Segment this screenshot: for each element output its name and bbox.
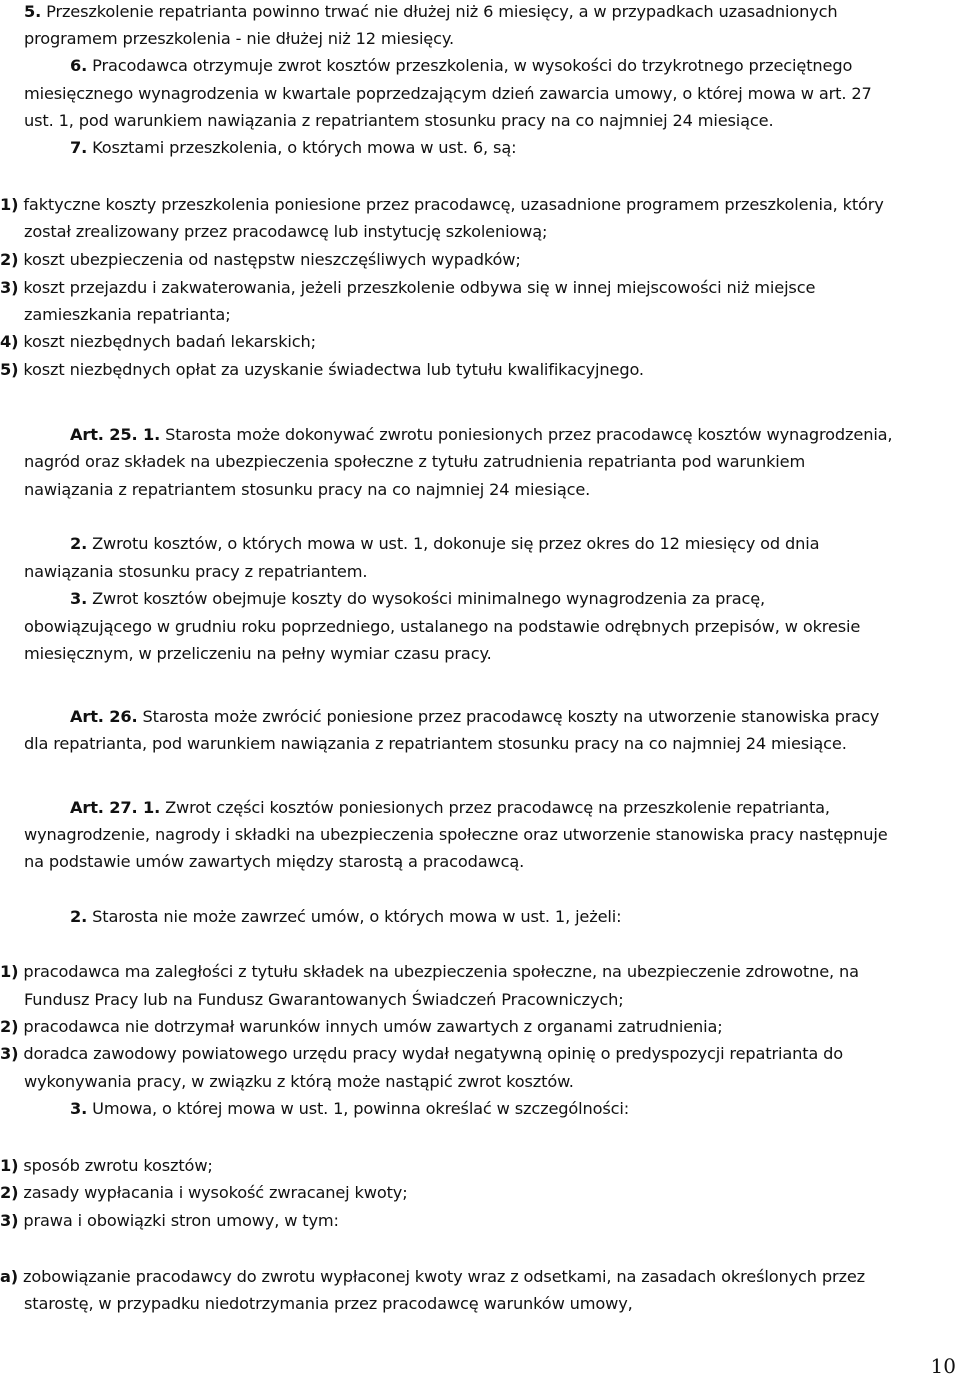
clause-text: pracodawca nie dotrzymał warunków innych umów zawartych z organami zatrudnienia;	[18, 1017, 723, 1036]
text-line	[70, 533, 819, 555]
text-line	[0, 249, 521, 271]
clause-text: pracodawca ma zaległości z tytułu składek na ubezpieczenia społeczne, na ubezpieczenie zdrowotne, na	[18, 962, 859, 981]
clause-text: nawiązania stosunku pracy z repatriantem.	[24, 562, 368, 581]
page-number: 10	[930, 1354, 956, 1378]
clause-number: 5)	[0, 360, 19, 379]
text-line	[24, 643, 492, 665]
clause-number: 3)	[0, 1044, 19, 1063]
clause-number: 6.	[70, 56, 88, 75]
clause-text: Pracodawca otrzymuje zwrot kosztów przeszkolenia, w wysokości do trzykrotnego przeciętnego	[87, 56, 853, 75]
text-line	[24, 733, 847, 755]
clause-number: Art. 25. 1.	[70, 425, 161, 444]
clause-text: Fundusz Pracy lub na Fundusz Gwarantowanych Świadczeń Pracowniczych;	[24, 990, 624, 1009]
text-line	[24, 83, 872, 105]
text-line	[70, 55, 852, 77]
clause-number: 3)	[0, 278, 19, 297]
clause-text: Umowa, o której mowa w ust. 1, powinna określać w szczególności:	[87, 1099, 630, 1118]
clause-text: Starosta może dokonywać zwrotu poniesionych przez pracodawcę kosztów wynagrodzenia,	[160, 425, 893, 444]
clause-number: 3.	[70, 589, 88, 608]
text-line	[24, 221, 547, 243]
clause-text: koszt przejazdu i zakwaterowania, jeżeli przeszkolenie odbywa się w innej miejscowości niż miejsce	[18, 278, 816, 297]
text-line	[24, 1, 838, 23]
text-line	[24, 451, 805, 473]
text-line	[70, 1098, 629, 1120]
text-line	[70, 797, 830, 819]
text-line	[0, 1210, 339, 1232]
text-line	[24, 304, 231, 326]
clause-number: 5.	[24, 2, 42, 21]
clause-text: Starosta nie może zawrzeć umów, o których mowa w ust. 1, jeżeli:	[87, 907, 622, 926]
clause-text: sposób zwrotu kosztów;	[18, 1156, 213, 1175]
text-line	[0, 1155, 213, 1177]
clause-number: Art. 26.	[70, 707, 138, 726]
clause-text: zobowiązanie pracodawcy do zwrotu wypłaconej kwoty wraz z odsetkami, na zasadach określonych przez	[18, 1267, 866, 1286]
text-line	[24, 561, 367, 583]
text-line	[24, 851, 524, 873]
text-line	[70, 706, 879, 728]
clause-number: 1)	[0, 195, 19, 214]
clause-text: starostę, w przypadku niedotrzymania przez pracodawcę warunków umowy,	[24, 1294, 633, 1313]
clause-text: został zrealizowany przez pracodawcę lub instytucję szkoleniową;	[24, 222, 548, 241]
text-line	[0, 1182, 408, 1204]
clause-number: 7.	[70, 138, 88, 157]
clause-text: ust. 1, pod warunkiem nawiązania z repatriantem stosunku pracy na co najmniej 24 miesiące.	[24, 111, 774, 130]
text-line	[0, 1016, 723, 1038]
clause-text: koszt ubezpieczenia od następstw nieszczęśliwych wypadków;	[18, 250, 521, 269]
clause-text: nagród oraz składek na ubezpieczenia społeczne z tytułu zatrudnienia repatrianta pod warunkiem	[24, 452, 806, 471]
clause-number: a)	[0, 1267, 19, 1286]
text-line	[24, 110, 773, 132]
text-line	[70, 137, 516, 159]
clause-text: koszt niezbędnych badań lekarskich;	[18, 332, 316, 351]
clause-number: 2.	[70, 534, 88, 553]
text-line	[0, 194, 884, 216]
text-line	[24, 989, 624, 1011]
text-line	[0, 961, 859, 983]
clause-text: koszt niezbędnych opłat za uzyskanie świadectwa lub tytułu kwalifikacyjnego.	[18, 360, 644, 379]
text-line	[70, 906, 621, 928]
clause-text: wykonywania pracy, w związku z którą może nastąpić zwrot kosztów.	[24, 1072, 574, 1091]
clause-text: Zwrotu kosztów, o których mowa w ust. 1, dokonuje się przez okres do 12 miesięcy od dnia	[87, 534, 820, 553]
clause-text: zamieszkania repatrianta;	[24, 305, 231, 324]
clause-text: na podstawie umów zawartych między starostą a pracodawcą.	[24, 852, 525, 871]
clause-number: 2)	[0, 1017, 19, 1036]
clause-text: Starosta może zwrócić poniesione przez pracodawcę koszty na utworzenie stanowiska pracy	[137, 707, 880, 726]
clause-text: wynagrodzenie, nagrody i składki na ubezpieczenia społeczne oraz utworzenie stanowiska pracy następnuje	[24, 825, 888, 844]
clause-number: 2)	[0, 1183, 19, 1202]
text-line	[0, 331, 316, 353]
text-line	[24, 479, 590, 501]
clause-text: Przeszkolenie repatrianta powinno trwać nie dłużej niż 6 miesięcy, a w przypadkach uzasadnionych	[41, 2, 838, 21]
clause-number: Art. 27. 1.	[70, 798, 161, 817]
clause-text: programem przeszkolenia - nie dłużej niż 12 miesięcy.	[24, 29, 454, 48]
text-line	[70, 588, 765, 610]
clause-number: 1)	[0, 1156, 19, 1175]
clause-number: 3)	[0, 1211, 19, 1230]
text-line	[0, 359, 644, 381]
text-line	[24, 616, 860, 638]
clause-text: prawa i obowiązki stron umowy, w tym:	[18, 1211, 339, 1230]
clause-text: obowiązującego w grudniu roku poprzedniego, ustalanego na podstawie odrębnych przepisów, w okresie	[24, 617, 861, 636]
clause-text: miesięcznego wynagrodzenia w kwartale poprzedzającym dzień zawarcia umowy, o której mowa w art. 27	[24, 84, 872, 103]
clause-text: Kosztami przeszkolenia, o których mowa w ust. 6, są:	[87, 138, 517, 157]
text-line	[24, 28, 454, 50]
clause-text: zasady wypłacania i wysokość zwracanej kwoty;	[18, 1183, 408, 1202]
clause-number: 4)	[0, 332, 19, 351]
clause-number: 2.	[70, 907, 88, 926]
clause-text: doradca zawodowy powiatowego urzędu pracy wydał negatywną opinię o predyspozycji repatrianta do	[18, 1044, 844, 1063]
clause-text: nawiązania z repatriantem stosunku pracy na co najmniej 24 miesiące.	[24, 480, 591, 499]
clause-text: Zwrot kosztów obejmuje koszty do wysokości minimalnego wynagrodzenia za pracę,	[87, 589, 766, 608]
clause-number: 2)	[0, 250, 19, 269]
text-line	[24, 824, 888, 846]
clause-text: Zwrot części kosztów poniesionych przez pracodawcę na przeszkolenie repatrianta,	[160, 798, 830, 817]
text-line	[0, 1266, 865, 1288]
text-line	[0, 277, 815, 299]
text-line	[0, 1043, 843, 1065]
clause-text: dla repatrianta, pod warunkiem nawiązania z repatriantem stosunku pracy na co najmniej 24 miesiące.	[24, 734, 847, 753]
clause-text: miesięcznym, w przeliczeniu na pełny wymiar czasu pracy.	[24, 644, 492, 663]
clause-number: 1)	[0, 962, 19, 981]
text-line	[24, 1293, 633, 1315]
text-line	[24, 1071, 574, 1093]
clause-text: faktyczne koszty przeszkolenia poniesione przez pracodawcę, uzasadnione programem przeszkolenia, który	[18, 195, 884, 214]
text-line	[70, 424, 892, 446]
clause-number: 3.	[70, 1099, 88, 1118]
